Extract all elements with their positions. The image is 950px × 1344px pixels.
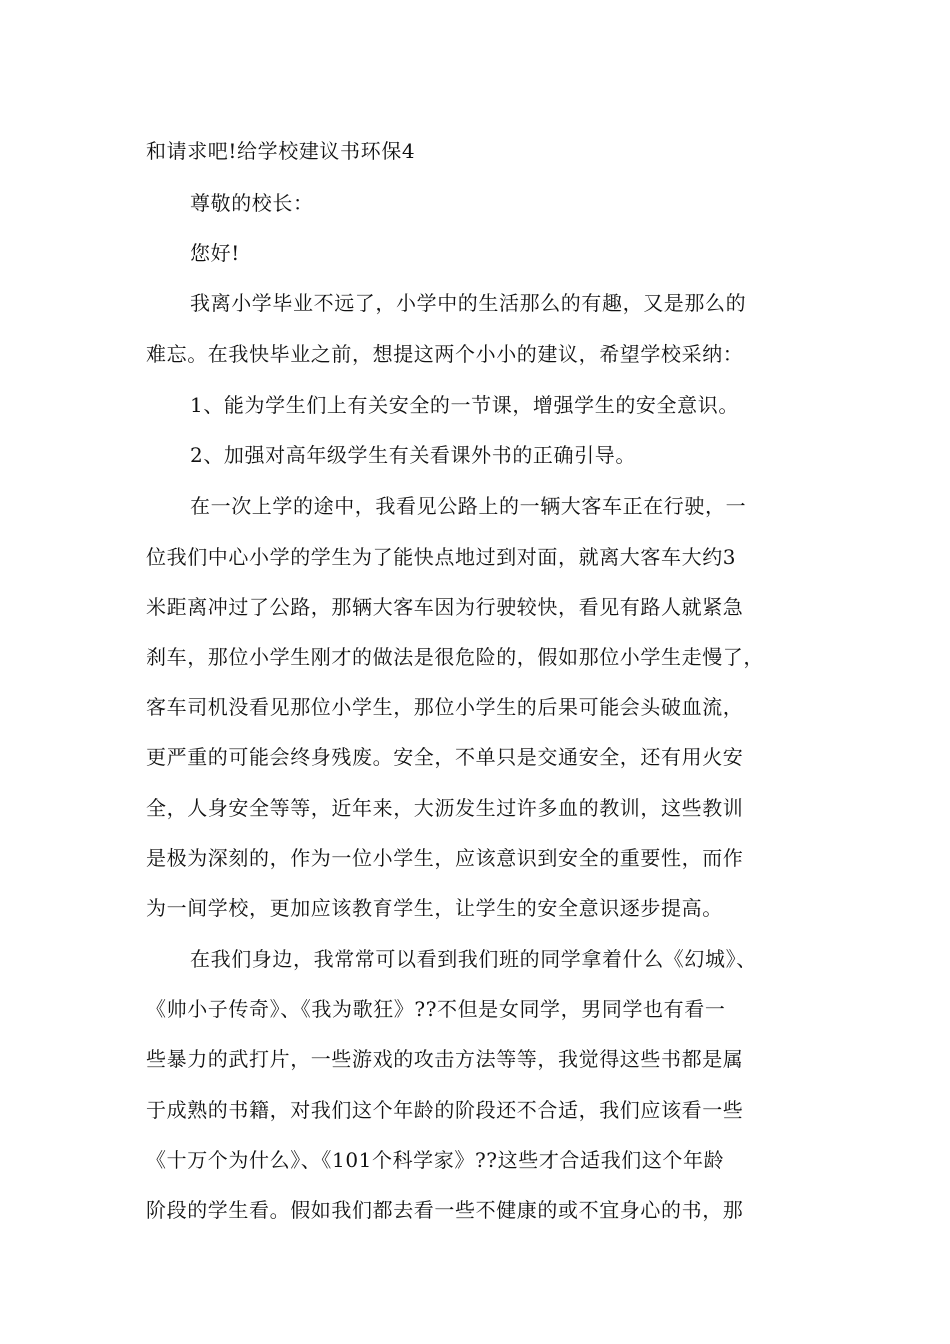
title-line: 和请求吧!给学校建议书环保4 xyxy=(146,139,416,163)
body-line: 是极为深刻的，作为一位小学生，应该意识到安全的重要性，而作 xyxy=(146,846,744,870)
body-line: 在我们身边，我常常可以看到我们班的同学拿着什么《幻城》、 xyxy=(190,947,757,971)
body-line: 米距离冲过了公路，那辆大客车因为行驶较快，看见有路人就紧急 xyxy=(146,595,744,619)
body-line: 《十万个为什么》、《101个科学家》??这些才合适我们这个年龄 xyxy=(146,1148,725,1172)
list-item-2: 2、加强对高年级学生有关看课外书的正确引导。 xyxy=(190,443,636,467)
body-line: 我离小学毕业不远了，小学中的生活那么的有趣，又是那么的 xyxy=(190,291,747,315)
list-item-1: 1、能为学生们上有关安全的一节课，增强学生的安全意识。 xyxy=(190,393,739,417)
salutation-line: 尊敬的校长： xyxy=(190,191,314,215)
body-line: 阶段的学生看。假如我们都去看一些不健康的或不宜身心的书，那 xyxy=(146,1198,744,1222)
body-line: 客车司机没看见那位小学生，那位小学生的后果可能会头破血流， xyxy=(146,695,744,719)
greeting-line: 您好! xyxy=(190,241,240,265)
body-line: 难忘。在我快毕业之前，想提这两个小小的建议，希望学校采纳： xyxy=(146,342,744,366)
body-line: 更严重的可能会终身残废。安全，不单只是交通安全，还有用火安 xyxy=(146,745,744,769)
body-line: 位我们中心小学的学生为了能快点地过到对面，就离大客车大约3 xyxy=(146,545,737,569)
body-line: 为一间学校，更加应该教育学生，让学生的安全意识逐步提高。 xyxy=(146,896,723,920)
body-line: 《帅小子传奇》、《我为歌狂》??不但是女同学，男同学也有看一 xyxy=(146,997,726,1021)
body-line: 些暴力的武打片，一些游戏的攻击方法等等，我觉得这些书都是属 xyxy=(146,1047,744,1071)
body-line: 于成熟的书籍，对我们这个年龄的阶段还不合适，我们应该看一些 xyxy=(146,1098,744,1122)
body-line: 在一次上学的途中，我看见公路上的一辆大客车正在行驶，一 xyxy=(190,494,747,518)
body-line: 刹车，那位小学生刚才的做法是很危险的，假如那位小学生走慢了， xyxy=(146,645,764,669)
body-line: 全，人身安全等等，近年来，大沥发生过许多血的教训，这些教训 xyxy=(146,796,744,820)
